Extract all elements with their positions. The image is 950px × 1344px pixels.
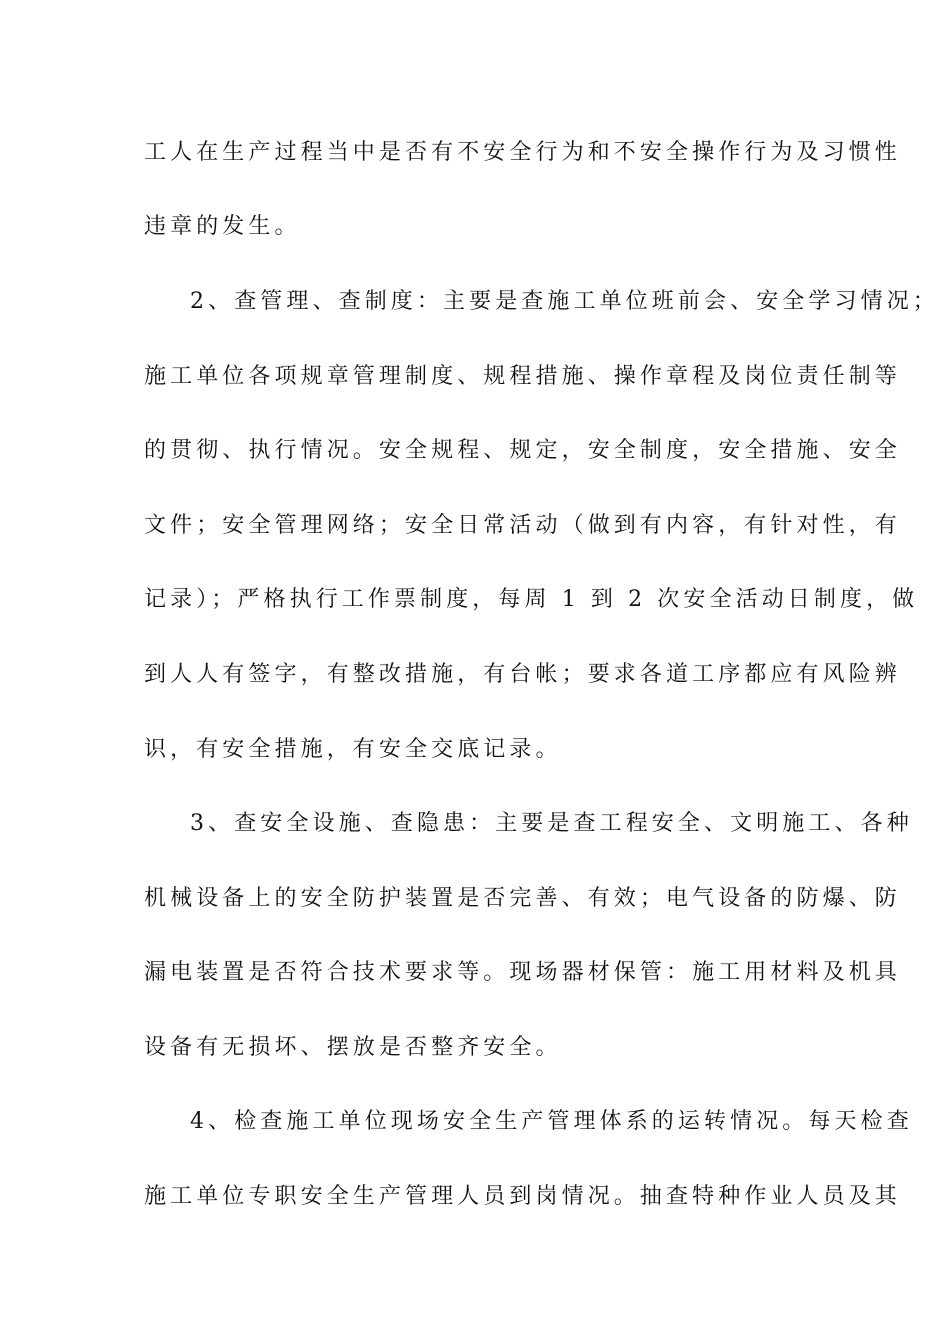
paragraph-start-line: 3、查安全设施、查隐患：主要是查工程安全、文明施工、各种 (190, 811, 913, 836)
paragraph-start-line: 4、检查施工单位现场安全生产管理体系的运转情况。每天检查 (190, 1109, 913, 1134)
paragraph-start-line: 2、查管理、查制度：主要是查施工单位班前会、安全学习情况； (190, 289, 939, 314)
text-line: 识，有安全措施，有安全交底记录。 (144, 737, 562, 762)
text-line: 到人人有签字，有整改措施，有台帐；要求各道工序都应有风险辨 (144, 662, 901, 687)
text-line: 设备有无损坏、摆放是否整齐安全。 (144, 1035, 562, 1060)
text-line: 文件；安全管理网络；安全日常活动（做到有内容，有针对性，有 (144, 513, 901, 538)
text-line: 机械设备上的安全防护装置是否完善、有效；电气设备的防爆、防 (144, 886, 901, 911)
text-line: 施工单位专职安全生产管理人员到岗情况。抽查特种作业人员及其 (144, 1184, 901, 1209)
text-line: 漏电装置是否符合技术要求等。现场器材保管：施工用材料及机具 (144, 960, 901, 985)
text-line: 违章的发生。 (144, 214, 301, 239)
text-line: 工人在生产过程当中是否有不安全行为和不安全操作行为及习惯性 (144, 140, 901, 165)
text-line: 记录）；严格执行工作票制度，每周 1 到 2 次安全活动日制度，做 (144, 587, 919, 612)
text-line: 的贯彻、执行情况。安全规程、规定，安全制度，安全措施、安全 (144, 438, 901, 463)
text-line: 施工单位各项规章管理制度、规程措施、操作章程及岗位责任制等 (144, 364, 901, 389)
